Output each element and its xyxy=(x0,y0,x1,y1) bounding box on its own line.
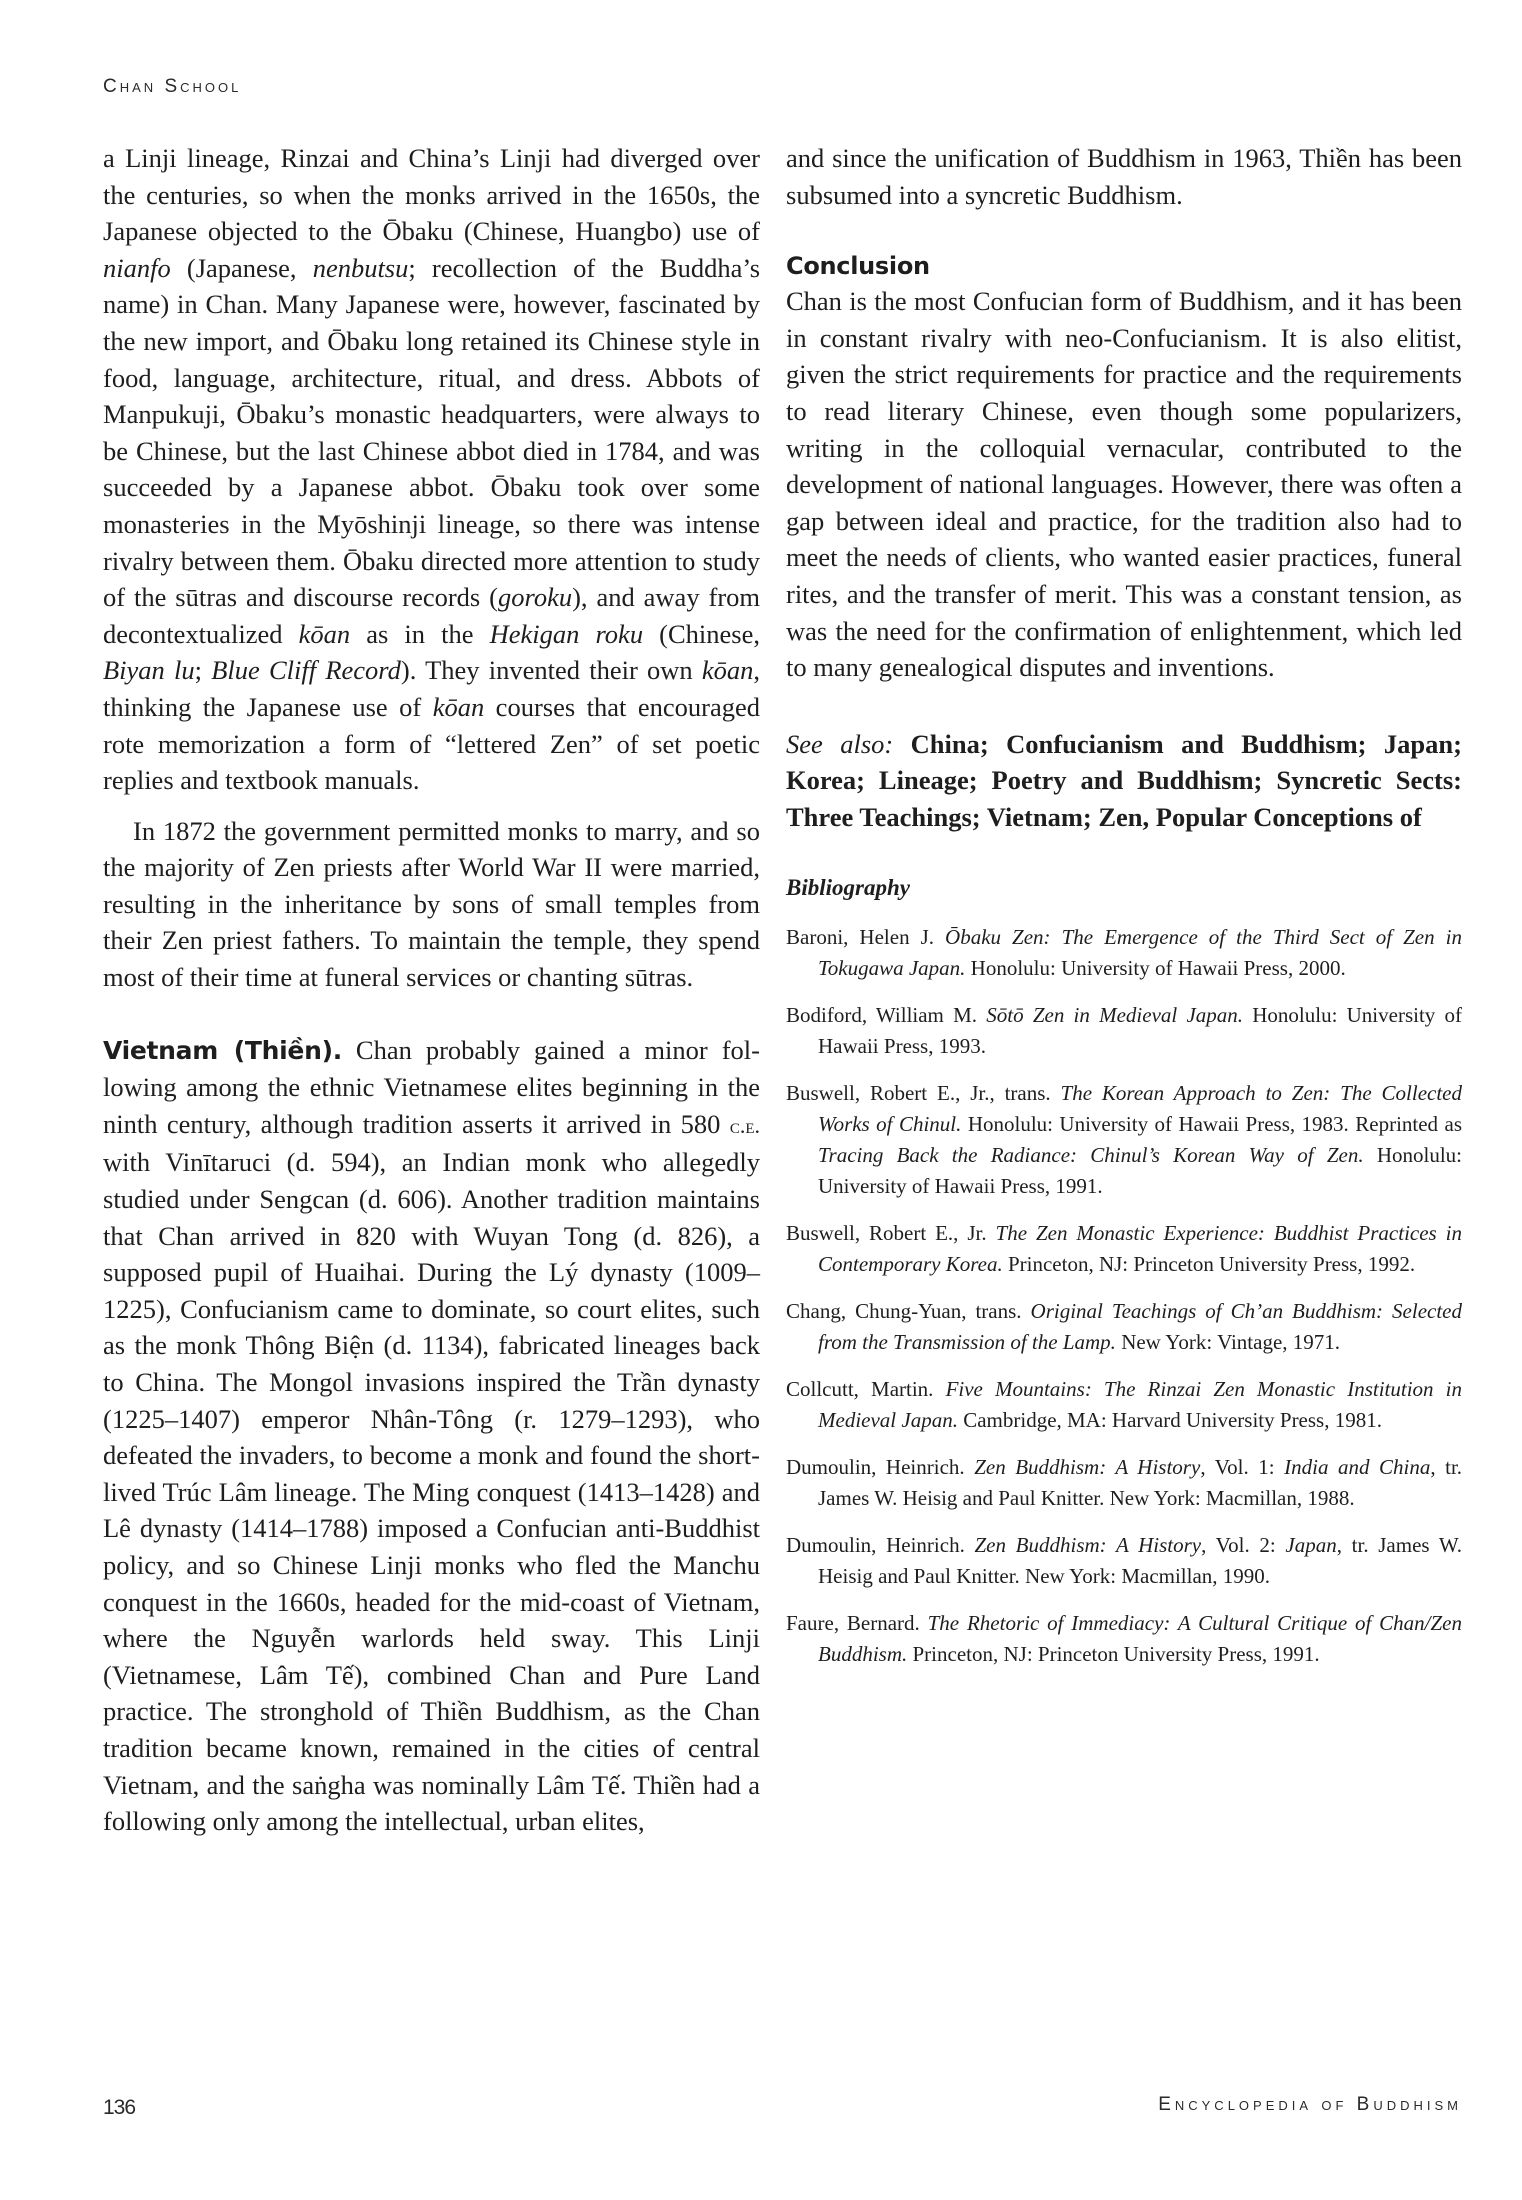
bibliography-entry xyxy=(786,1296,1462,1358)
text-run: Chang, Chung-Yuan, trans. xyxy=(786,1298,1031,1323)
italic-text: kōan xyxy=(701,655,754,686)
text-run: (Chinese, xyxy=(643,618,761,649)
text-run: Dumoulin, Heinrich. xyxy=(786,1454,975,1479)
italic-text: Biyan lu xyxy=(103,655,195,686)
italic-text: The Rhetoric of Immediacy: A Cultural Critique of Chan/Zen Buddhism. xyxy=(818,1610,1462,1666)
paragraph-obaku xyxy=(103,140,760,799)
italic-text: kōan xyxy=(432,691,485,722)
paragraph-continuation xyxy=(786,140,1462,213)
text-run: Honolulu: University of Hawaii Press, 2000. xyxy=(965,955,1346,980)
text-run: with Vinītaruci (d. 594), an Indian monk who allegedly studied under Sengcan (d. 606). Another tradition maintains that Chan arrived in 820 with Wuyan Tong (d. 826), a supposed pupil of Huaihai. During the Lý dynasty (1009–1225), Confucianism came to dominate, so court elites, such as the monk Thông Biện (d. 1134), fabricated lineages back to China. The Mongol invasions inspired the Trần dynasty (1225–1407) emperor Nhân-Tông (r. 1279–1293), who defeated the invaders, to become a monk and found the short-lived Trúc Lâm lineage. The Ming conquest (1413–1428) and Lê dynasty (1414–1788) imposed a Confucian anti-Buddhist policy, and so Chinese Linji monks who fled the Manchu conquest in the 1660s, headed for the mid-coast of Vietnam, where the Nguyễn warlords held sway. This Linji (Vietnamese, Lâm Tế), combined Chan and Pure Land practice. The stronghold of Thiền Buddhism, as the Chan tradition became known, remained in the cities of central Vietnam, and the saṅgha was nominally Lâm Tế. Thiền had a following only among the intellectual, urban elites, xyxy=(103,1147,760,1837)
italic-text: Japan xyxy=(1285,1532,1337,1557)
italic-text: nenbutsu xyxy=(312,252,409,283)
run-in-heading: Vietnam (Thiền). xyxy=(103,1035,342,1065)
bibliography-entry xyxy=(786,1000,1462,1062)
right-column xyxy=(786,140,1462,1686)
text-run: , Vol. 2: xyxy=(1201,1532,1286,1557)
footer-publication-title: Encyclopedia of Buddhism xyxy=(1158,2094,1462,2115)
text-run: Chan is the most Confucian form of Buddhism, and it has been in constant rivalry with neo-Confucianism. It is also elitist, given the strict requirements for practice and the requirements to read literary Chinese, even though some popularizers, writing in the colloquial vernacular, contributed to the development of national languages. However, there was often a gap between ideal and practice, for the tradition also had to meet the needs of clients, who wanted easier practices, funeral rites, and the transfer of merit. This was a constant tension, as was the need for the confirmation of enlightenment, which led to many genealogical disputes and inventions. xyxy=(786,286,1462,683)
see-also xyxy=(786,726,1462,836)
text-run: Buswell, Robert E., Jr., trans. xyxy=(786,1080,1061,1105)
text-run: Dumoulin, Heinrich. xyxy=(786,1532,975,1557)
italic-text: Zen Buddhism: A History xyxy=(974,1454,1201,1479)
bibliography-entry xyxy=(786,1452,1462,1514)
italic-text: Tracing Back the Radiance: Chinul’s Korean Way of Zen. xyxy=(818,1142,1364,1167)
bibliography-entry xyxy=(786,1608,1462,1670)
bibliography-entry xyxy=(786,1530,1462,1592)
text-run: a Linji lineage, Rinzai and China’s Linji had diverged over the centuries, so when the monks arrived in the 1650s, the Japanese objected to the Ōbaku (Chinese, Huangbo) use of xyxy=(103,143,760,247)
section-gap xyxy=(786,686,1462,726)
text-run: courses that encouraged rote memorization a form of “lettered Zen” of set poetic replies and textbook manuals. xyxy=(103,691,760,796)
text-run: ). They invented their own xyxy=(400,655,702,686)
italic-text: Hekigan roku xyxy=(489,618,644,649)
text-run: Buswell, Robert E., Jr. xyxy=(786,1220,996,1245)
bibliography-entry xyxy=(786,1078,1462,1202)
italic-text: The Korean Approach to Zen: The Collected Works of Chinul. xyxy=(818,1080,1462,1136)
text-run: ; recollection of the Buddha’s name) in Chan. Many Japanese were, however, fascinated by the new import, and Ōbaku long retained its Chinese style in food, language, architecture, ritual, and dress. Abbots of Manpukuji, Ōbaku’s monastic headquarters, were always to be Chinese, but the last Chinese abbot died in 1784, and was succeeded by a Japanese abbot. Ōbaku took over some monasteries in the Myōshinji lineage, so there was intense rivalry between them. Ōbaku directed more attention to study of the sūtras and discourse records ( xyxy=(103,252,761,613)
paragraph-vietnam xyxy=(103,1032,760,1840)
text-run: Honolulu: University of Hawaii Press, 1993. xyxy=(818,1002,1462,1058)
text-run: Cambridge, MA: Harvard University Press, 1981. xyxy=(957,1407,1382,1432)
italic-text: Five Mountains: The Rinzai Zen Monastic Institution in Medieval Japan. xyxy=(818,1376,1462,1432)
italic-text: Original Teachings of Ch’an Buddhism: Selected from the Transmission of the Lamp. xyxy=(818,1298,1462,1354)
page-number: 136 xyxy=(103,2096,136,2119)
text-run: Honolulu: University of Hawaii Press, 1983. Reprinted as xyxy=(961,1111,1462,1136)
text-run: Bodiford, William M. xyxy=(786,1002,987,1027)
italic-text: goroku xyxy=(498,582,573,613)
text-run: Baroni, Helen J. xyxy=(786,924,946,949)
text-run: (Japanese, xyxy=(170,252,313,283)
see-also-label: See also: xyxy=(786,728,894,759)
paragraph-married-priests xyxy=(103,813,760,996)
italic-text: kōan xyxy=(298,618,351,649)
text-run: New York: Vintage, 1971. xyxy=(1115,1329,1341,1354)
text-run: , thinking the Japanese use of xyxy=(103,655,760,722)
text-run: and since the unification of Buddhism in 1963, Thiền has been subsumed into a syncretic Buddhism. xyxy=(786,143,1462,210)
italic-text: Zen Buddhism: A History xyxy=(974,1532,1202,1557)
text-run: , Vol. 1: xyxy=(1200,1454,1285,1479)
bibliography-heading: Bibliography xyxy=(786,874,910,900)
paragraph-conclusion xyxy=(786,283,1462,686)
left-column xyxy=(103,140,760,1840)
bibliography-entry xyxy=(786,1218,1462,1280)
italic-text: The Zen Monastic Experience: Buddhist Practices in Contemporary Korea. xyxy=(818,1220,1462,1276)
text-run: ), and away from decontextualized xyxy=(103,582,761,649)
bibliography-list xyxy=(786,922,1462,1670)
text-run: ; xyxy=(194,655,212,686)
text-run: , tr. James W. Heisig and Paul Knitter. New York: Macmillan, 1988. xyxy=(818,1454,1463,1510)
text-run: In 1872 the government permitted monks to marry, and so the majority of Zen priests after World War II were married, resulting in the inheritance by sons of small temples from their Zen priest fathers. To maintain the temple, they spend most of their time at funeral services or chanting sūtras. xyxy=(103,815,760,993)
text-run: Princeton, NJ: Princeton University Press, 1992. xyxy=(1002,1251,1416,1276)
section-gap xyxy=(103,996,760,1032)
italic-text: Blue Cliff Record xyxy=(211,655,401,686)
text-run: , tr. James W. Heisig and Paul Knitter. New York: Macmillan, 1990. xyxy=(818,1532,1463,1588)
see-also-links[interactable]: China; Confucianism and Buddhism; Japan; Korea; Lineage; Poetry and Buddhism; Syncretic Sects: Three Teachings; Vietnam; Zen, Popular Conceptions of xyxy=(786,728,1462,832)
bibliography-gap xyxy=(786,904,1462,922)
italic-text: Sōtō Zen in Medieval Japan. xyxy=(986,1002,1244,1027)
text-run: c.e. xyxy=(729,1112,760,1138)
text-run: Collcutt, Martin. xyxy=(786,1376,946,1401)
text-run: Honolulu: University of Hawaii Press, 1991. xyxy=(818,1142,1462,1198)
running-head: Chan School xyxy=(103,76,242,97)
bibliography-entry xyxy=(786,922,1462,984)
text-run: Faure, Bernard. xyxy=(786,1610,928,1635)
bibliography-entry xyxy=(786,1374,1462,1436)
section-gap xyxy=(786,836,1462,872)
paragraph-gap xyxy=(103,799,760,813)
text-run: Chan probably gained a minor following among the ethnic Vietnamese elites beginning in the ninth century, although tradition asserts it arrived in 580 xyxy=(103,1034,760,1139)
conclusion-heading: Conclusion xyxy=(786,252,930,281)
text-run: as in the xyxy=(350,618,490,649)
italic-text: Ōbaku Zen: The Emergence of the Third Sect of Zen in Tokugawa Japan. xyxy=(818,924,1462,980)
text-run: Princeton, NJ: Princeton University Press, 1991. xyxy=(907,1641,1320,1666)
italic-text: nianfo xyxy=(103,252,171,283)
italic-text: India and China xyxy=(1284,1454,1431,1479)
section-gap xyxy=(786,213,1462,249)
